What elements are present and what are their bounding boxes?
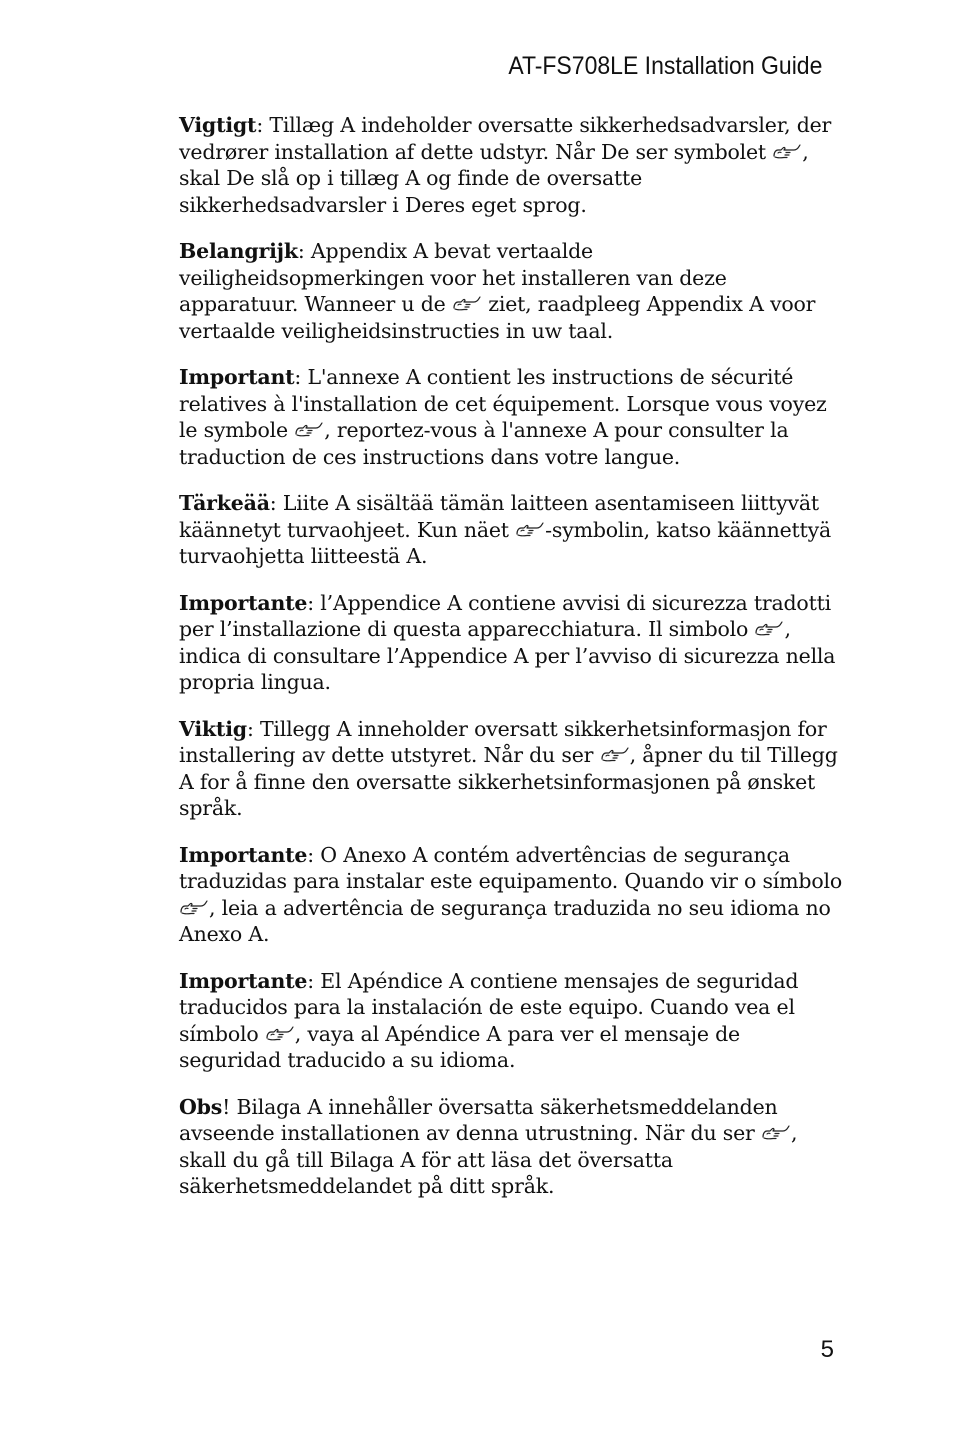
- body-text: ziet, raadpleeg Appendix A voor vertaalde veiligheidsinstructies in uw taal.: [179, 292, 816, 343]
- pointing-hand-icon: [179, 900, 209, 916]
- lead-word: Important: [179, 365, 295, 389]
- body-text: : Tillæg A indeholder oversatte sikkerhedsadvarsler, der vedrører installation af dette udstyr. Når De ser symbolet: [179, 113, 832, 164]
- paragraph-norwegian: [179, 716, 844, 822]
- pointing-hand-icon: [600, 747, 630, 763]
- running-header: AT-FS708LE Installation Guide: [507, 52, 822, 80]
- pointing-hand-icon: [761, 1125, 791, 1141]
- page-number: 5: [820, 1336, 834, 1363]
- pointing-hand-icon: [265, 1026, 295, 1042]
- body-text: ! Bilaga A innehåller översatta säkerhetsmeddelanden avseende installationen av denna utrustning. När du ser: [179, 1094, 778, 1145]
- pointing-hand-icon: [452, 296, 482, 312]
- lead-word: Viktig: [179, 716, 247, 741]
- pointing-hand-icon: [515, 522, 545, 538]
- lead-word: Importante: [179, 590, 308, 615]
- body-text: : Liite A sisältää tämän laitteen asentamiseen liittyvät käännetyt turvaohjeet. Kun näet: [179, 491, 819, 542]
- lead-word: Importante: [179, 842, 308, 867]
- lead-word: Importante: [179, 968, 308, 993]
- paragraph-dutch: [179, 238, 844, 344]
- body-text: , skall du gå till Bilaga A för att läsa det översatta säkerhetsmeddelandet på ditt språk.: [179, 1121, 798, 1198]
- paragraph-swedish: [179, 1094, 844, 1200]
- paragraph-french: [179, 364, 844, 470]
- pointing-hand-icon: [772, 144, 802, 160]
- page-body: [179, 112, 844, 1220]
- body-text: : O Anexo A contém advertências de segurança traduzidas para instalar este equipamento. Quando vir o símbolo: [179, 842, 842, 893]
- lead-word: Tärkeää: [179, 491, 270, 515]
- paragraph-danish: [179, 112, 844, 218]
- body-text: : Tillegg A inneholder oversatt sikkerhetsinformasjon for installering av dette utstyret. Når du ser: [179, 716, 827, 767]
- body-text: , skal De slå op i tillæg A og finde de oversatte sikkerhedsadvarsler i Deres eget sprog.: [179, 139, 809, 217]
- pointing-hand-icon: [294, 422, 324, 438]
- lead-word: Obs: [179, 1094, 223, 1119]
- body-text: : l’Appendice A contiene avvisi di sicurezza tradotti per l’installazione di questa apparecchiatura. Il simbolo: [179, 590, 831, 641]
- paragraph-finnish: [179, 490, 844, 570]
- body-text: , åpner du til Tillegg A for å finne den oversatte sikkerhetsinformasjonen på ønsket språk.: [179, 743, 838, 820]
- body-text: , leia a advertência de segurança traduzida no seu idioma no Anexo A.: [179, 895, 831, 946]
- body-text: : Appendix A bevat vertaalde veiligheidsopmerkingen voor het installeren van deze apparatuur. Wanneer u de: [179, 239, 727, 316]
- lead-word: Belangrijk: [179, 239, 298, 263]
- lead-word: Vigtigt: [179, 113, 257, 137]
- body-text: : L'annexe A contient les instructions de sécurité relatives à l'installation de cet équipement. Lorsque vous voyez le symbole: [179, 365, 827, 442]
- body-text: , indica di consultare l’Appendice A per l’avviso di sicurezza nella propria lingua.: [179, 617, 836, 694]
- body-text: , vaya al Apéndice A para ver el mensaje de seguridad traducido a su idioma.: [179, 1021, 740, 1072]
- body-text: -symbolin, katso käännettyä turvaohjetta liitteestä A.: [179, 517, 831, 568]
- paragraph-portuguese: [179, 842, 844, 948]
- paragraph-italian: [179, 590, 844, 696]
- body-text: : El Apéndice A contiene mensajes de seguridad traducidos para la instalación de este equipo. Cuando vea el símbolo: [179, 968, 799, 1046]
- paragraph-spanish: [179, 968, 844, 1074]
- pointing-hand-icon: [754, 621, 784, 637]
- body-text: , reportez-vous à l'annexe A pour consulter la traduction de ces instructions dans votre langue.: [179, 418, 789, 469]
